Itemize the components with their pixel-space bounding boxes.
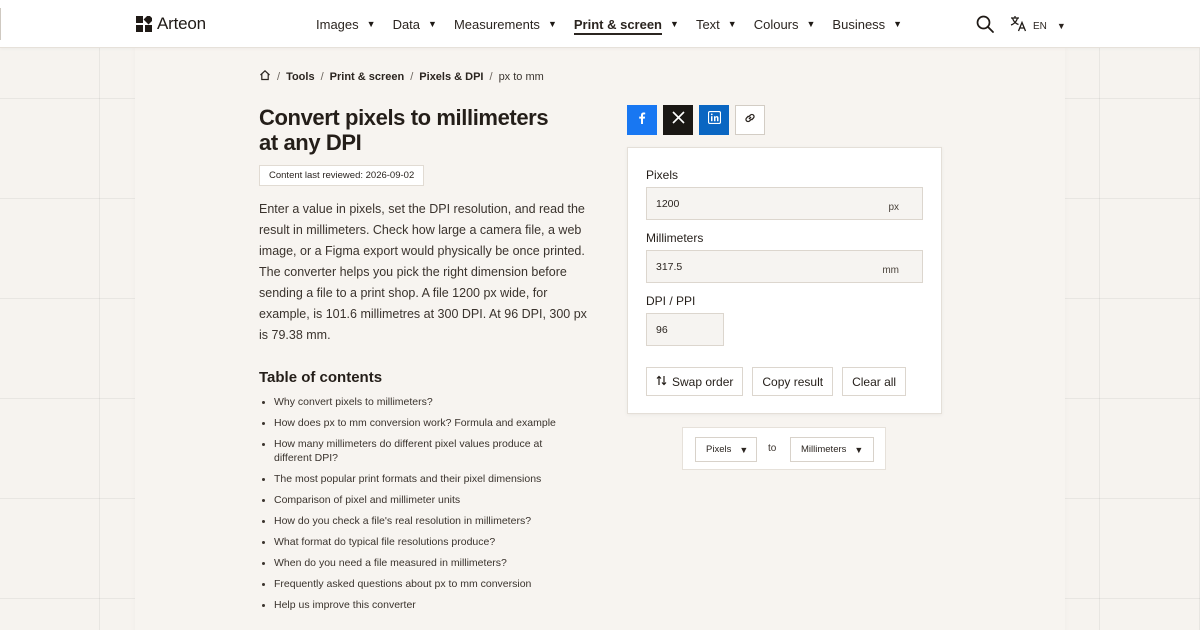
search-icon [975, 21, 995, 38]
nav-item-data[interactable] [393, 17, 437, 32]
chevron-down-icon: ▼ [854, 444, 864, 455]
toc-item[interactable]: When do you need a file measured in millimeters? [259, 556, 579, 570]
pixels-unit: px [888, 202, 899, 213]
to-unit-select[interactable] [790, 437, 874, 462]
toc-item[interactable]: Help us improve this converter [259, 598, 579, 612]
pixels-field[interactable] [646, 187, 923, 220]
nav-label: Business [832, 16, 886, 32]
linkedin-icon [708, 111, 721, 129]
toc-item[interactable]: The most popular print formats and their pixel dimensions [259, 472, 579, 486]
brand-name: Arteon [157, 14, 206, 33]
chevron-down-icon: ▼ [670, 19, 679, 29]
toc-heading: Table of contents [259, 369, 383, 386]
from-unit-select[interactable] [695, 437, 757, 462]
chevron-down-icon: ▼ [547, 19, 557, 29]
pixels-label: Pixels [646, 168, 679, 182]
nav-item-colours[interactable] [754, 17, 816, 32]
to-unit-value: Millimeters [801, 444, 847, 455]
pixels-input[interactable] [647, 198, 847, 210]
dpi-label: DPI / PPI [646, 294, 696, 308]
share-buttons [627, 105, 765, 135]
breadcrumb-separator: / [320, 70, 324, 83]
table-of-contents [259, 395, 579, 619]
copy-link-button[interactable] [735, 105, 765, 135]
toc-item[interactable]: What format do typical file resolutions produce? [259, 535, 579, 549]
share-linkedin-button[interactable] [699, 105, 729, 135]
chevron-down-icon: ▼ [806, 19, 816, 29]
top-navigation-bar [0, 0, 1200, 48]
language-selector[interactable] [1010, 15, 1066, 37]
x-icon [672, 111, 685, 129]
nav-label: Images [316, 16, 359, 32]
nav-item-text[interactable] [696, 17, 737, 32]
translate-icon [1010, 15, 1027, 37]
breadcrumb-print-screen[interactable]: Print & screen [329, 70, 405, 83]
page-title: Convert pixels to millimeters at any DPI [259, 105, 549, 155]
millimeters-field[interactable] [646, 250, 923, 283]
home-icon[interactable] [259, 69, 271, 84]
swap-icon [656, 375, 667, 389]
millimeters-unit: mm [882, 265, 899, 276]
toc-item[interactable]: How many millimeters do different pixel values produce at different DPI? [259, 437, 579, 465]
toc-item[interactable]: How does px to mm conversion work? Formula and example [259, 416, 579, 430]
chevron-down-icon: ▼ [366, 19, 376, 29]
chevron-down-icon: ▼ [739, 444, 749, 455]
nav-item-print-screen[interactable] [574, 14, 679, 35]
millimeters-input[interactable] [647, 261, 847, 273]
intro-paragraph: Enter a value in pixels, set the DPI resolution, and read the result in millimeters. Check how large a camera file, a web image, or a Figma export would physically be once printed. The converter helps you pick the right dimension before sending a file to a print shop. A file 1200 px wide, for example, is 101.6 millimetres at 300 DPI. At 96 DPI, 300 px is 79.38 mm. [259, 202, 587, 342]
breadcrumb-separator: / [277, 70, 281, 83]
chevron-down-icon: ▼ [1056, 21, 1066, 31]
swap-order-button[interactable] [646, 367, 743, 396]
nav-item-business[interactable] [832, 17, 902, 32]
breadcrumb-separator: / [410, 70, 414, 83]
reviewed-date-badge: Content last reviewed: 2026-09-02 [259, 165, 424, 186]
nav-label: Colours [753, 16, 799, 32]
share-facebook-button[interactable] [627, 105, 657, 135]
toc-item[interactable]: How do you check a file's real resolution in millimeters? [259, 514, 579, 528]
breadcrumb-tools[interactable]: Tools [286, 70, 315, 83]
nav-item-measurements[interactable] [454, 17, 557, 32]
nav-label: Print & screen [574, 17, 662, 35]
chevron-down-icon: ▼ [893, 19, 903, 29]
main-nav [316, 0, 919, 48]
link-icon [743, 111, 757, 130]
breadcrumb-current: px to mm [498, 70, 544, 83]
unit-switch [682, 427, 886, 470]
millimeters-label: Millimeters [646, 231, 704, 245]
toc-item[interactable]: Frequently asked questions about px to mm conversion [259, 577, 579, 591]
chevron-down-icon: ▼ [727, 19, 737, 29]
dpi-field[interactable] [646, 313, 724, 346]
arteon-logo-icon [136, 16, 152, 32]
converter-actions [646, 367, 906, 396]
nav-label: Measurements [453, 16, 540, 32]
brand-logo[interactable] [136, 14, 206, 34]
toc-item[interactable]: Comparison of pixel and millimeter units [259, 493, 579, 507]
window-edge-divider [0, 8, 1, 40]
clear-all-button[interactable]: Clear all [842, 367, 906, 396]
language-code: EN [1033, 20, 1047, 32]
breadcrumb-separator: / [489, 70, 493, 83]
breadcrumb-pixels-dpi[interactable]: Pixels & DPI [419, 70, 484, 83]
share-x-button[interactable] [663, 105, 693, 135]
to-label: to [768, 443, 777, 454]
breadcrumb [259, 69, 544, 84]
facebook-icon [635, 111, 649, 130]
nav-label: Data [392, 16, 421, 32]
swap-order-label: Swap order [672, 374, 734, 389]
nav-item-images[interactable] [316, 17, 376, 32]
converter-panel [627, 147, 942, 414]
toc-item[interactable]: Why convert pixels to millimeters? [259, 395, 579, 409]
search-button[interactable] [975, 14, 995, 34]
dpi-input[interactable] [647, 324, 717, 336]
nav-label: Text [695, 16, 720, 32]
copy-result-button[interactable]: Copy result [752, 367, 833, 396]
from-unit-value: Pixels [706, 444, 732, 455]
chevron-down-icon: ▼ [428, 19, 437, 29]
